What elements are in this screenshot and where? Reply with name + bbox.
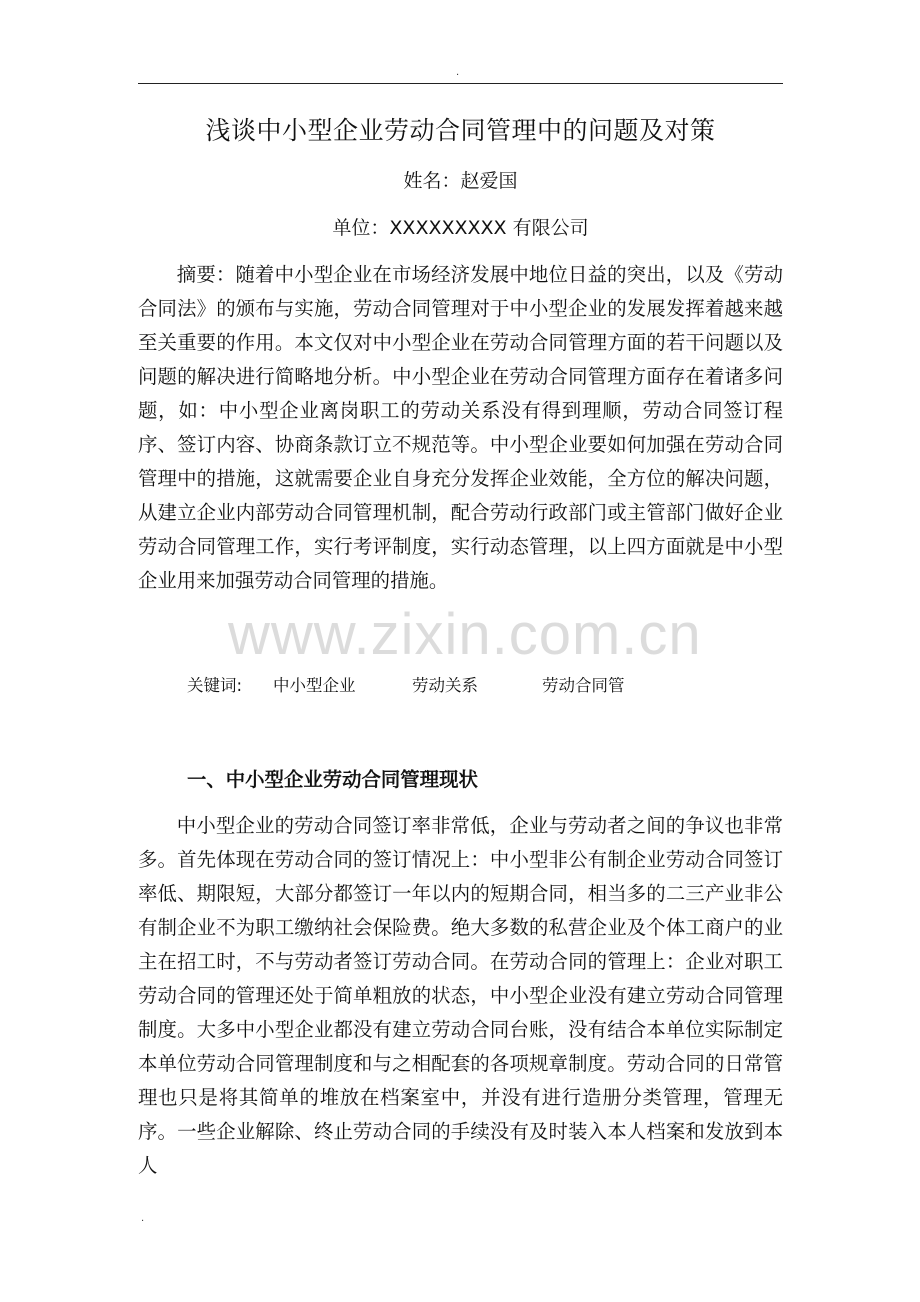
section-heading: 一、中小型企业劳动合同管理现状 bbox=[187, 768, 478, 791]
body-paragraph: 中小型企业的劳动合同签订率非常低，企业与劳动者之间的争议也非常多。首先体现在劳动合同的签订情况上：中小型非公有制企业劳动合同签订率低、期限短，大部分都签订一年以内的短期合同，相当多的二三产业非公有制企业不为职工缴纳社会保险费。绝大多数的私营企业及个体工商户的业主在招工时，不与劳动者签订劳动合同。在劳动合同的管理上：企业对职工劳动合同的管理还处于简单粗放的状态，中小型企业没有建立劳动合同管理制度。大多中小型企业都没有建立劳动合同台账，没有结合本单位实际制定本单位劳动合同管理制度和与之相配套的各项规章制度。劳动合同的日常管理也只是将其简单的堆放在档案室中，并没有进行造册分类管理，管理无序。一些企业解除、终止劳动合同的手续没有及时装入本人档案和发放到本人 bbox=[138, 814, 783, 1177]
document-title: 浅谈中小型企业劳动合同管理中的问题及对策 bbox=[205, 116, 716, 145]
footer-dot: . bbox=[141, 1213, 145, 1224]
header-rule bbox=[138, 83, 783, 84]
unit-line: 单位：XXXXXXXXX 有限公司 bbox=[332, 217, 589, 239]
keywords-label: 关键词: bbox=[187, 676, 243, 695]
author-line: 姓名：赵爱国 bbox=[403, 170, 518, 192]
keyword-item: 劳动合同管 bbox=[542, 676, 625, 695]
header-dot: . bbox=[456, 67, 460, 78]
keyword-item: 劳动关系 bbox=[412, 676, 478, 695]
watermark: www.zixin.com.cn bbox=[228, 602, 702, 667]
abstract-paragraph: 摘要：随着中小型企业在市场经济发展中地位日益的突出，以及《劳动合同法》的颁布与实施，劳动合同管理对于中小型企业的发展发挥着越来越至关重要的作用。本文仅对中小型企业在劳动合同管理方面的若干问题以及问题的解决进行简略地分析。中小型企业在劳动合同管理方面存在着诸多问题，如：中小型企业离岗职工的劳动关系没有得到理顺，劳动合同签订程序、签订内容、协商条款订立不规范等。中小型企业要如何加强在劳动合同管理中的措施，这就需要企业自身充分发挥企业效能，全方位的解决问题，从建立企业内部劳动合同管理机制，配合劳动行政部门或主管部门做好企业劳动合同管理工作，实行考评制度，实行动态管理，以上四方面就是中小型企业用来加强劳动合同管理的措施。 bbox=[138, 263, 783, 592]
keyword-item: 中小型企业 bbox=[273, 676, 356, 695]
